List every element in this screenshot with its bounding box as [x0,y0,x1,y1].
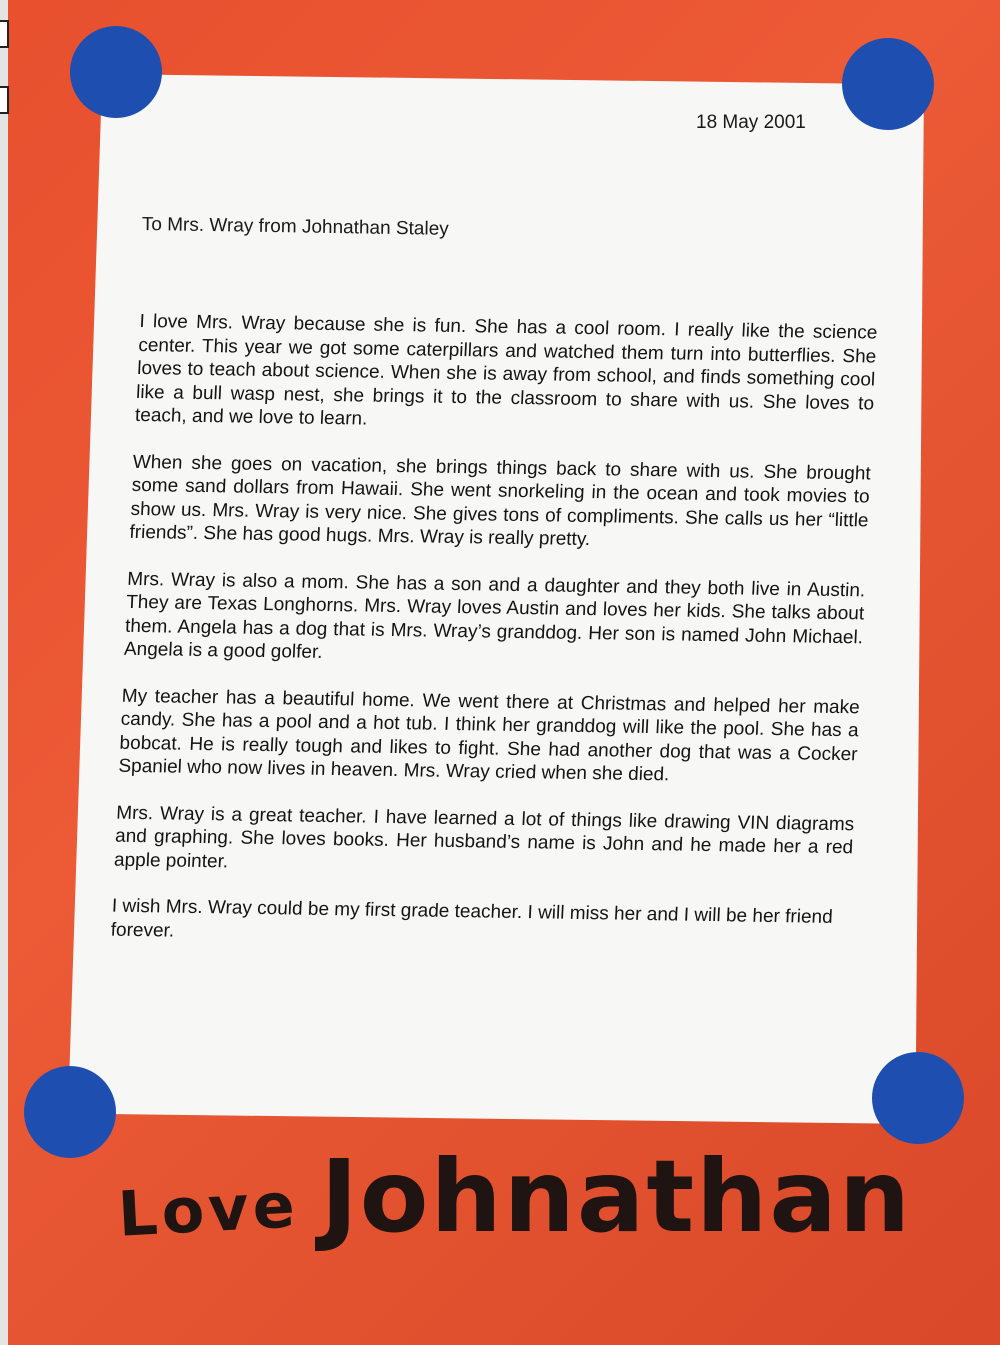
paragraph: When she goes on vacation, she brings things back to share with us. She brought some sand dollars from Hawaii. She went snorkeling in the ocean and took movies to show us. Mrs. Wray is very nice. She gives tons of compliments. She calls us her “little friends”. She has good hugs. Mrs. Wray is really pretty. [129,451,872,551]
binder-tab [0,20,9,48]
paragraph: Mrs. Wray is a great teacher. I have learned a lot of things like drawing VIN diagrams and graphing. She loves books. Her husband’s name is John and he made her a red apple pointer. [113,802,855,872]
blue-dot-sticker-top-right [842,38,934,130]
signature-love: Love [116,1168,301,1251]
binder-edge [0,0,8,1345]
paragraph: I love Mrs. Wray because she is fun. She has a cool room. I really like the science center. This year we got some caterpillars and watched them turn into butterflies. She loves to teach about science. When she is away from school, and finds something cool like a bull wasp nest, she brings it to the classroom to share with us. She loves to teach, and we love to learn. [134,310,878,430]
paragraph: My teacher has a beautiful home. We went there at Christmas and helped her make candy. She has a pool and a hot tub. I think her granddog will like the pool. She has a bobcat. He is really tough and likes to fight. She had another dog that was a Cocker Spaniel who now lives in heaven. Mrs. Wray cried when she died. [117,685,861,786]
blue-dot-sticker-bottom-left [24,1066,116,1158]
paragraph: Mrs. Wray is also a mom. She has a son and a daughter and they both live in Austin. They are Texas Longhorns. Mrs. Wray loves Austin and loves her kids. She talks about them. Angela has a dog that is Mrs. Wray’s granddog. Her son is named John Michael. Angela is a good golfer. [123,568,866,663]
paragraph: I wish Mrs. Wray could be my first grade teacher. I will miss her and I will be her friend forever. [110,895,834,942]
letter-date: 18 May 2001 [696,112,806,133]
blue-dot-sticker-bottom-right [872,1052,964,1144]
binder-tab [0,86,9,114]
handwritten-signature [118,1138,912,1255]
blue-dot-sticker-top-left [70,26,162,118]
letter-greeting: To Mrs. Wray from Johnathan Staley [141,214,449,240]
letter-body [109,310,878,976]
signature-name: Johnathan [320,1138,913,1255]
